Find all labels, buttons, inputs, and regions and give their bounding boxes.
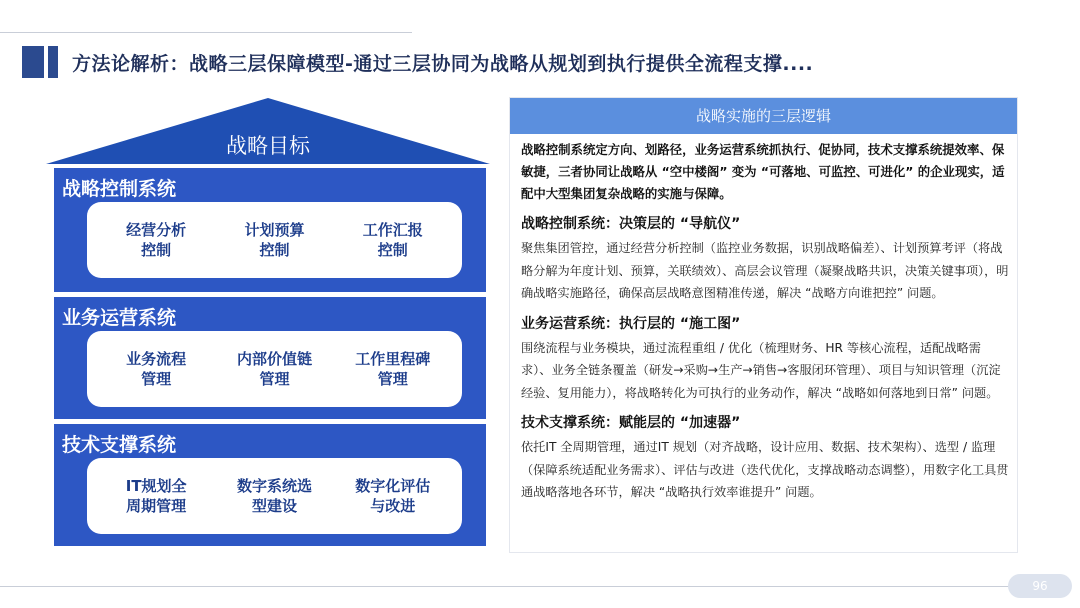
section-text: 依托IT 全周期管理，通过IT 规划（对齐战略，设计应用、数据、技术架构）、选型 / 监理（保障系统适配业务需求）、评估与改进（迭代优化，支撑战略动态调整），用数字化工具贯通战略落地各环节，解决 “战略执行效率谁提升” 问题。 — [521, 440, 1009, 499]
section-heading: 战略控制系统：决策层的 “导航仪” — [521, 216, 741, 232]
layer-item: IT规划全 周期管理 — [125, 477, 187, 515]
slide-title-bar — [22, 44, 813, 80]
slide-title: 方法论解析：战略三层保障模型-通过三层协同为战略从规划到执行提供全流程支撑.... — [72, 52, 814, 75]
section-heading: 业务运营系统：执行层的 “施工图” — [521, 315, 741, 332]
layer-title: 技术支撑系统 — [62, 434, 177, 456]
layer-business-operation — [54, 297, 486, 419]
layer-item: 内部价值链 管理 — [236, 350, 312, 388]
layer-title: 业务运营系统 — [62, 307, 177, 329]
layer-card — [87, 331, 462, 407]
roof-label: 战略目标 — [226, 134, 310, 158]
layer-item: 业务流程 管理 — [126, 350, 187, 388]
layer-strategy-control — [54, 168, 486, 292]
layer-item: 数字化评估 与改进 — [355, 477, 431, 515]
layer-card — [87, 202, 462, 278]
panel-body — [510, 134, 1017, 504]
top-divider — [0, 32, 412, 33]
section-text: 聚焦集团管控，通过经营分析控制（监控业务数据，识别战略偏差）、计划预算考评（将战略分解为年度计划、预算，关联绩效）、高层会议管理（凝聚战略共识，决策关键事项），明确战略实施路径，确保高层战略意图精准传递，解决 “战略方向谁把控” 问题。 — [521, 241, 1009, 300]
layer-card — [87, 458, 462, 534]
layer-title: 战略控制系统 — [62, 178, 177, 200]
layer-item: 经营分析 控制 — [126, 221, 187, 259]
panel-intro: 战略控制系统定方向、划路径，业务运营系统抓执行、促协同，技术支撑系统提效率、保敏捷，三者协同让战略从 “空中楼阁” 变为 “可落地、可监控、可进化” 的企业现实，适配中大型集团复杂战略的实施与保障。 — [521, 142, 1005, 201]
layer-item: 工作里程碑 管理 — [355, 350, 431, 388]
layer-item: 数字系统选 型建设 — [236, 477, 312, 515]
title-mark-icon — [22, 46, 58, 78]
bottom-divider — [0, 586, 1040, 587]
panel-header: 战略实施的三层逻辑 — [510, 98, 1017, 134]
section-text: 围绕流程与业务模块，通过流程重组 / 优化（梳理财务、HR 等核心流程，适配战略需求）、业务全链条覆盖（研发→采购→生产→销售→客服闭环管理）、项目与知识管理（沉淀经验、复用能力），将战略转化为可执行的业务动作，解决 “战略如何落地到日常” 问题。 — [521, 340, 1001, 400]
layer-item: 计划预算 控制 — [244, 221, 305, 259]
layer-item: 工作汇报 控制 — [362, 221, 423, 259]
page-number: 96 — [1008, 574, 1072, 598]
section-heading: 技术支撑系统：赋能层的 “加速器” — [521, 415, 741, 431]
layer-tech-support — [54, 424, 486, 546]
logic-panel — [509, 97, 1018, 553]
